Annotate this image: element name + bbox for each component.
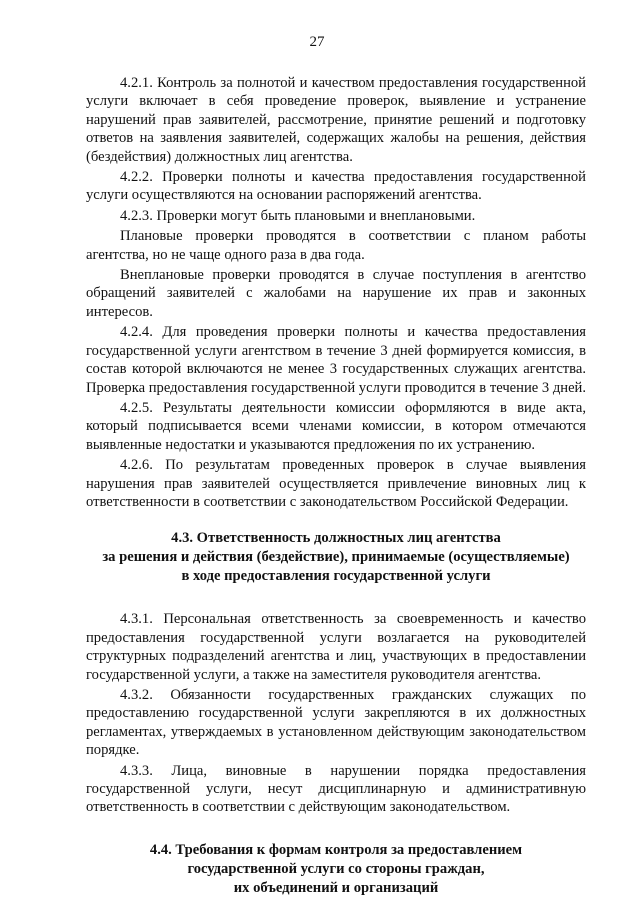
heading-line: 4.3. Ответственность должностных лиц агентства (171, 530, 501, 547)
section-4-4-heading (86, 841, 586, 898)
heading-line: государственной услуги со стороны граждан, (187, 860, 485, 877)
heading-line: в ходе предоставления государственной услуги (181, 568, 491, 585)
paragraph-4-3-2: 4.3.2. Обязанности государственных гражданских служащих по предоставлению государственной услуги закрепляются в их должностных регламентах, утверждаемых в установленном действующим законодательством порядке. (86, 686, 586, 759)
heading-line: их объединений и организаций (233, 879, 439, 896)
page-number: 27 (309, 34, 325, 50)
paragraph-4-2-5: 4.2.5. Результаты деятельности комиссии оформляются в виде акта, который подписывается всеми членами комиссии, в котором отмечаются выявленные недостатки и указываются предложения по их устранению. (86, 399, 586, 453)
paragraph-4-3-3: 4.3.3. Лица, виновные в нарушении порядка предоставления государственной услуги, несут дисциплинарную и административную ответственность в соответствии с действующим законодательством. (86, 762, 586, 816)
paragraph-4-2-1: 4.2.1. Контроль за полнотой и качеством предоставления государственной услуги включает в себя проведение проверок, выявление и устранение нарушений прав заявителей, рассмотрение, принятие решений и подготовку ответов на заявления заявителей, содержащих жалобы на решения, действия (бездействия) должностных лиц агентства. (86, 75, 586, 165)
section-4-2-paragraphs (86, 74, 586, 511)
paragraph-4-2-4: 4.2.4. Для проведения проверки полноты и качества предоставления государственной услуги агентством в течение 3 дней формируется комиссия, в состав которой включаются не менее 3 государственных служащих агентства. Проверка предоставления государственной услуги проводится в течение 3 дней. (86, 324, 586, 396)
section-4-3-heading (86, 529, 586, 586)
paragraph-4-2-6: 4.2.6. По результатам проведенных проверок в случае выявления нарушения прав заявителей осуществляется привлечение виновных лиц к ответственности в соответствии с законодательством Российской Федерации. (86, 457, 586, 510)
document-body (86, 74, 586, 898)
paragraph-unplanned-checks: Внеплановые проверки проводятся в случае поступления в агентство обращений заявителей с жалобами на нарушение их прав и законных интересов. (86, 267, 586, 320)
heading-line: 4.4. Требования к формам контроля за предоставлением (149, 841, 523, 858)
paragraph-4-2-2: 4.2.2. Проверки полноты и качества предоставления государственной услуги осуществляются на основании распоряжений агентства. (86, 169, 586, 204)
section-4-3-paragraphs (86, 610, 586, 816)
paragraph-planned-checks: Плановые проверки проводятся в соответствии с планом работы агентства, но не чаще одного раза в два года. (86, 228, 586, 263)
heading-line: за решения и действия (бездействие), принимаемые (осуществляемые) (102, 549, 570, 566)
paragraph-4-2-3: 4.2.3. Проверки могут быть плановыми и внеплановыми. (120, 207, 476, 224)
paragraph-4-3-1: 4.3.1. Персональная ответственность за своевременность и качество предоставления государственной услуги возлагается на руководителей структурных подразделений агентства и лиц, участвующих в предоставлении государственной услуги, а также на заместителя руководителя агентства. (86, 611, 586, 683)
